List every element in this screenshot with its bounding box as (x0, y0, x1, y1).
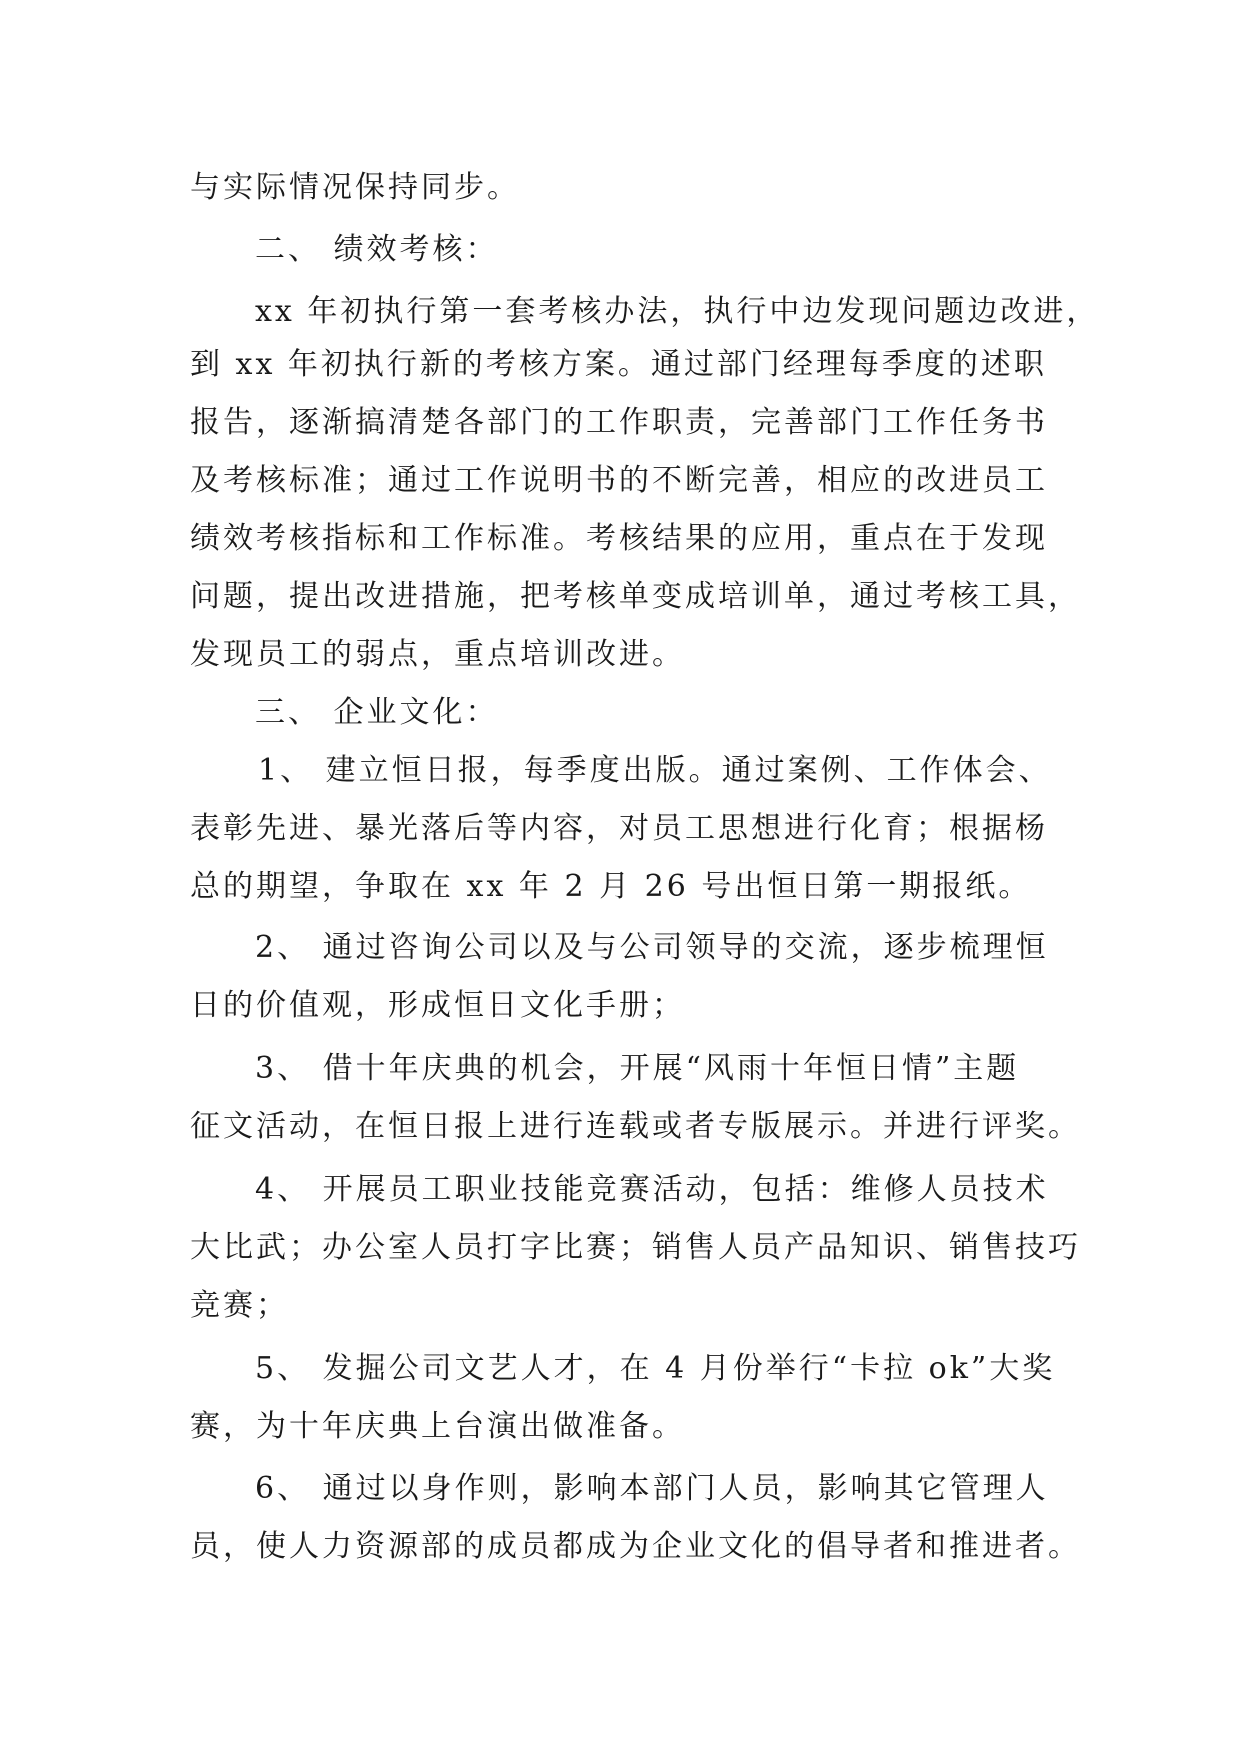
text-line: 大比武；办公室人员打字比赛；销售人员产品知识、销售技巧 (190, 1230, 1081, 1265)
text-line: 到 xx 年初执行新的考核方案。通过部门经理每季度的述职 (190, 347, 1047, 382)
text-line: 及考核标准；通过工作说明书的不断完善，相应的改进员工 (190, 463, 1048, 498)
text-line: xx 年初执行第一套考核办法，执行中边发现问题边改进， (255, 294, 1100, 329)
text-line: 问题，提出改进措施，把考核单变成培训单，通过考核工具， (190, 579, 1081, 614)
text-line: 赛，为十年庆典上台演出做准备。 (190, 1409, 685, 1444)
list-item-line: 4、 开展员工职业技能竞赛活动，包括：维修人员技术 (255, 1172, 1049, 1207)
text-line: 日的价值观，形成恒日文化手册； (190, 988, 685, 1023)
list-item-line: 6、 通过以身作则，影响本部门人员，影响其它管理人 (255, 1471, 1049, 1506)
text-line: 发现员工的弱点，重点培训改进。 (190, 637, 685, 672)
text-line: 报告，逐渐搞清楚各部门的工作职责，完善部门工作任务书 (190, 405, 1048, 440)
text-line: 员，使人力资源部的成员都成为企业文化的倡导者和推进者。 (190, 1529, 1081, 1564)
text-line: 与实际情况保持同步。 (190, 170, 520, 205)
list-item-line: 2、 通过咨询公司以及与公司领导的交流，逐步梳理恒 (255, 930, 1049, 965)
list-item-line: 5、 发掘公司文艺人才，在 4 月份举行“卡拉 ok”大奖 (255, 1351, 1056, 1386)
text-line: 绩效考核指标和工作标准。考核结果的应用，重点在于发现 (190, 521, 1048, 556)
section-heading: 三、 企业文化： (255, 695, 499, 730)
list-item-line: 1、 建立恒日报，每季度出版。通过案例、工作体会、 (258, 753, 1052, 788)
text-line: 征文活动，在恒日报上进行连载或者专版展示。并进行评奖。 (190, 1109, 1081, 1144)
section-heading: 二、 绩效考核： (255, 232, 499, 267)
text-line: 总的期望，争取在 xx 年 2 月 26 号出恒日第一期报纸。 (190, 869, 1032, 904)
text-line: 竞赛； (190, 1288, 289, 1323)
text-line: 表彰先进、暴光落后等内容，对员工思想进行化育；根据杨 (190, 811, 1048, 846)
list-item-line: 3、 借十年庆典的机会，开展“风雨十年恒日情”主题 (255, 1051, 1020, 1086)
